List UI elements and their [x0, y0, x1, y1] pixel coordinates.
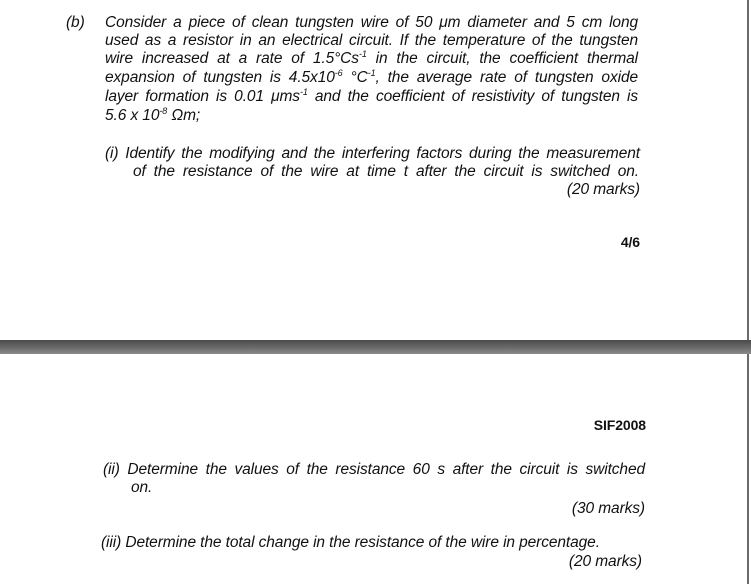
- part-b-line-3: [105, 50, 638, 68]
- part-b-line-6-sup: -8: [159, 106, 168, 116]
- part-b-line-2: used as a resistor in an electrical circuit. If the temperature of the tungsten: [105, 32, 638, 49]
- part-b-line-4-c: , the average rate of tungsten oxide: [375, 69, 638, 86]
- part-b-line-1: Consider a piece of clean tungsten wire of 50 μm diameter and 5 cm long: [105, 14, 638, 31]
- part-b-line-5-sup: -1: [299, 87, 308, 97]
- question-i-marks: (20 marks): [566, 181, 640, 198]
- page-break-divider: [0, 340, 751, 354]
- part-b-line-6-b: Ωm;: [167, 107, 201, 124]
- part-b-line-3-a: wire increased at a rate of 1.5°Cs: [105, 50, 359, 67]
- part-b-line-4-a: expansion of tungsten is 4.5x10: [105, 69, 335, 86]
- question-i-line-1: (i) Identify the modifying and the interfering factors during the measurement: [105, 145, 640, 162]
- question-ii-line-2: on.: [131, 479, 153, 496]
- course-code: SIF2008: [593, 417, 646, 433]
- part-b-line-4-b: °C: [342, 69, 368, 86]
- part-b-line-6: [105, 107, 200, 125]
- question-ii-line-1: (ii) Determine the values of the resistance 60 s after the circuit is switched: [103, 461, 645, 478]
- part-b-line-3-sup: -1: [358, 49, 367, 59]
- question-ii-marks: (30 marks): [571, 500, 645, 517]
- part-b-line-4-sup-2: -1: [367, 68, 376, 78]
- part-b-line-4: [105, 69, 638, 87]
- part-b-line-5: [105, 88, 638, 106]
- question-i-line-2: of the resistance of the wire at time t after the circuit is switched on.: [133, 163, 639, 180]
- page-number: 4/6: [620, 234, 640, 250]
- part-b-line-3-b: in the circuit, the coefficient thermal: [366, 50, 638, 67]
- part-b-label: (b): [66, 14, 85, 31]
- question-iii-line-1: (iii) Determine the total change in the resistance of the wire in percentage.: [101, 534, 600, 551]
- part-b-line-6-a: 5.6 x 10: [105, 107, 160, 124]
- part-b-line-5-a: layer formation is 0.01 μms: [105, 88, 300, 105]
- document-page-bottom: [0, 354, 749, 584]
- part-b-line-5-b: and the coefficient of resistivity of tungsten is: [307, 88, 638, 105]
- question-iii-marks: (20 marks): [568, 553, 642, 570]
- part-b-line-4-sup-1: -6: [334, 68, 343, 78]
